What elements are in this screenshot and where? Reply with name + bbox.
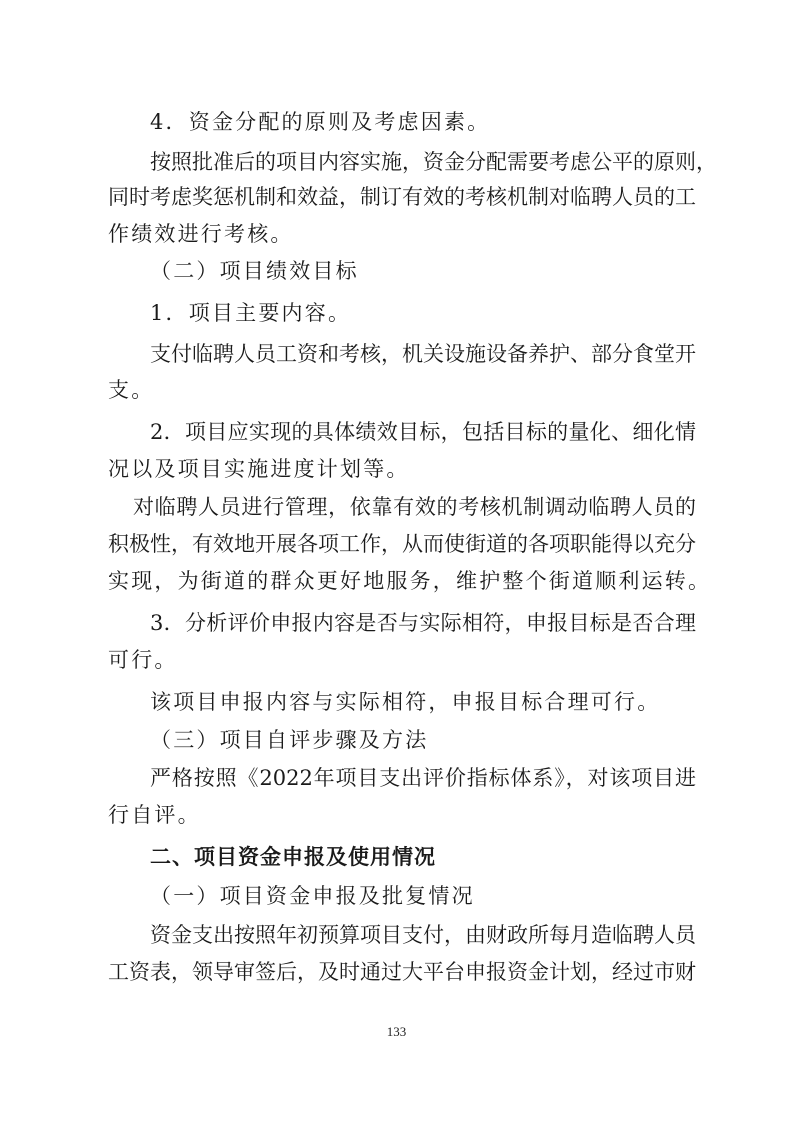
section-heading: （一）项目资金申报及批复情况 xyxy=(150,884,475,908)
paragraph-line: 资金支出按照年初预算项目支付，由财政所每月造临聘人员 xyxy=(150,923,696,947)
paragraph-line: 支。 xyxy=(108,378,155,402)
paragraph-line: 支付临聘人员工资和考核，机关设施设备养护、部分食堂开 xyxy=(150,342,696,366)
paragraph-line: 4．资金分配的原则及考虑因素。 xyxy=(150,110,491,134)
paragraph-line: 实现，为街道的群众更好地服务，维护整个街道顺利运转。 xyxy=(108,569,712,593)
paragraph-line: 3．分析评价申报内容是否与实际相符，申报目标是否合理 xyxy=(150,611,696,635)
paragraph-line: 1．项目主要内容。 xyxy=(150,301,352,325)
section-heading: （三）项目自评步骤及方法 xyxy=(150,728,429,752)
paragraph-line: 积极性，有效地开展各项工作，从而使街道的各项职能得以充分 xyxy=(108,532,696,556)
page-number: 133 xyxy=(386,1024,407,1039)
paragraph-line: 2．项目应实现的具体绩效目标，包括目标的量化、细化情 xyxy=(150,420,696,444)
paragraph-line: 工资表，领导审签后，及时通过大平台申报资金计划，经过市财 xyxy=(108,960,696,984)
paragraph-line: 对临聘人员进行管理，依靠有效的考核机制调动临聘人员的 xyxy=(133,495,696,519)
section-heading: （二）项目绩效目标 xyxy=(150,259,359,283)
paragraph-line: 作绩效进行考核。 xyxy=(108,222,294,246)
paragraph-line: 该项目申报内容与实际相符，申报目标合理可行。 xyxy=(150,690,661,714)
paragraph-line: 行自评。 xyxy=(108,803,201,827)
paragraph-line: 按照批准后的项目内容实施，资金分配需要考虑公平的原则， xyxy=(150,150,717,174)
paragraph-line: 同时考虑奖惩机制和效益，制订有效的考核机制对临聘人员的工 xyxy=(108,185,696,209)
paragraph-line: 严格按照《2022年项目支出评价指标体系》，对该项目进 xyxy=(150,766,696,790)
paragraph-line: 况以及项目实施进度计划等。 xyxy=(108,457,410,481)
chapter-heading: 二、项目资金申报及使用情况 xyxy=(150,845,436,869)
paragraph-line: 可行。 xyxy=(108,648,178,672)
